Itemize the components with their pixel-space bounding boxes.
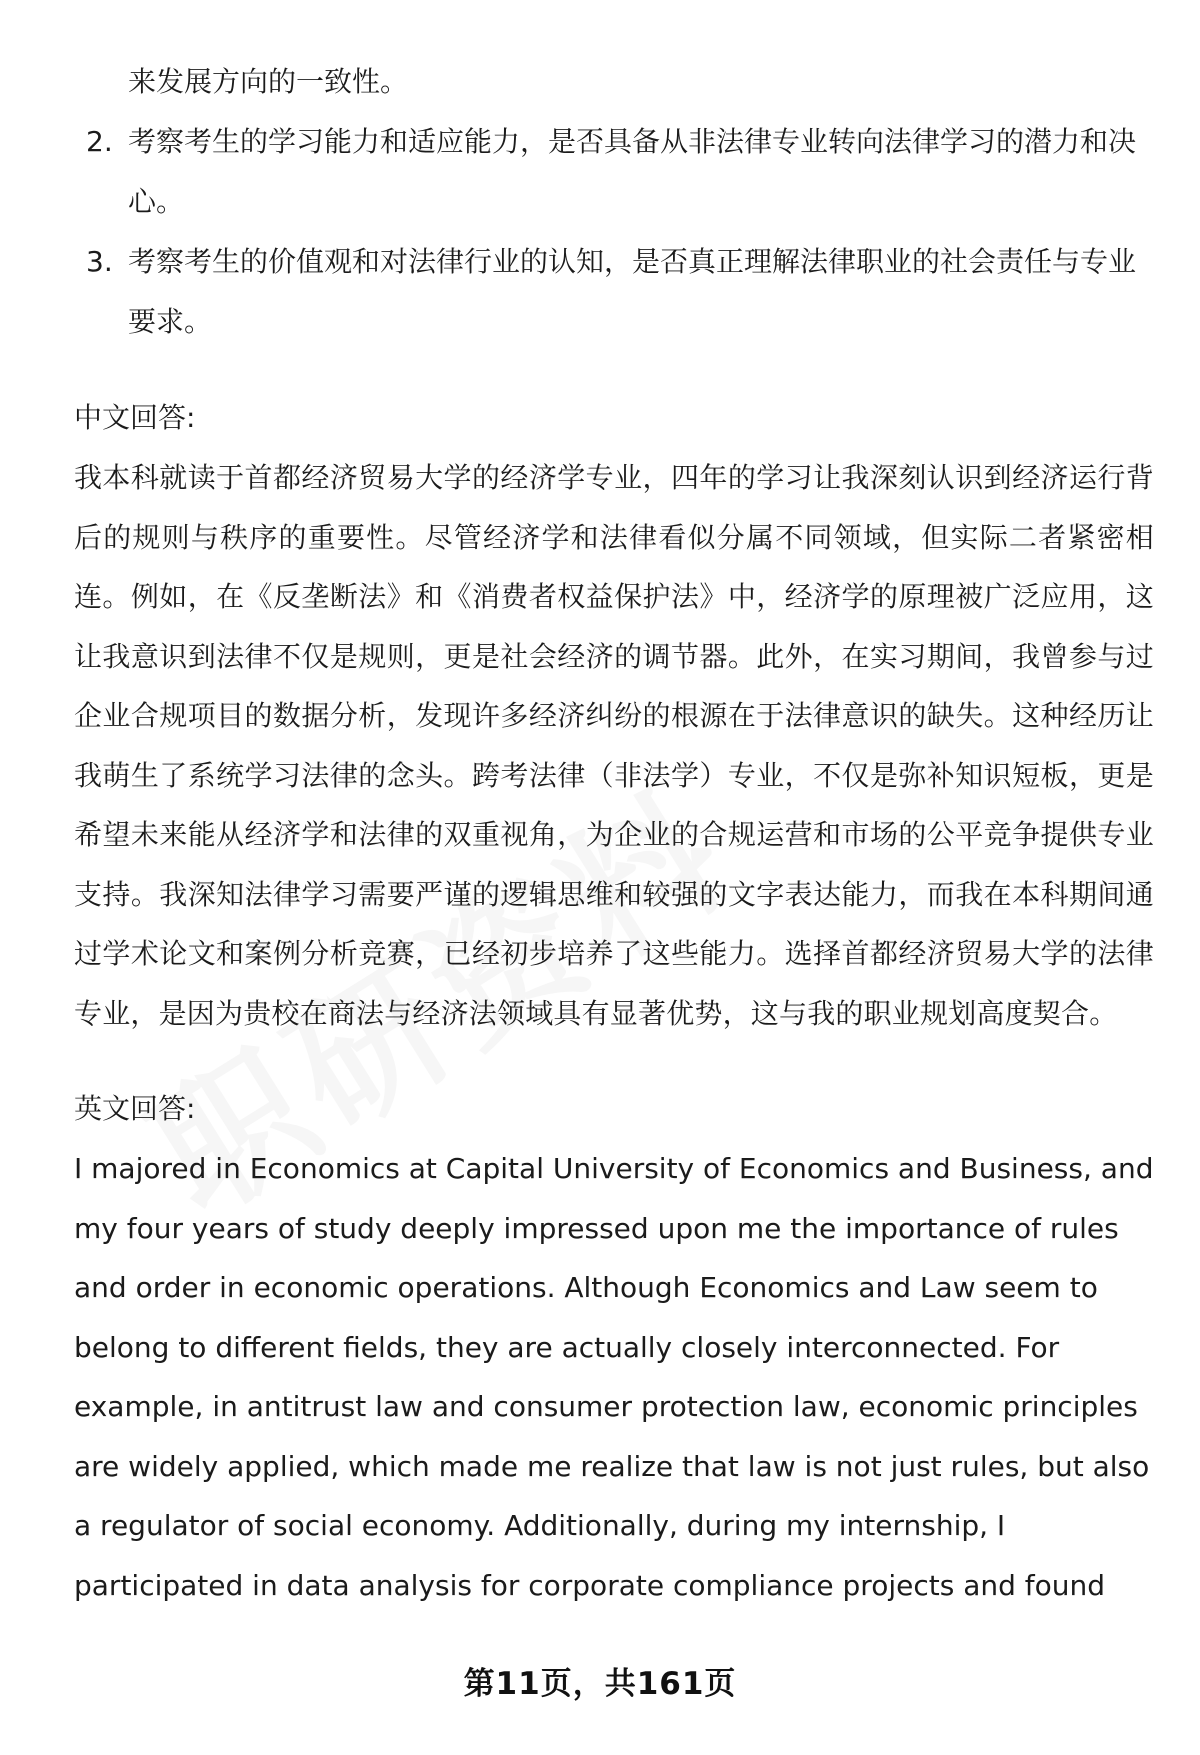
chinese-answer-heading: 中文回答: bbox=[74, 401, 196, 434]
english-answer-heading: 英文回答: bbox=[74, 1092, 196, 1125]
page-content bbox=[74, 52, 1154, 1615]
chinese-answer-section bbox=[74, 388, 1154, 1043]
criteria-list bbox=[74, 52, 1154, 352]
chinese-answer-body: 我本科就读于首都经济贸易大学的经济学专业，四年的学习让我深刻认识到经济运行背后的规则与秩序的重要性。尽管经济学和法律看似分属不同领域，但实际二者紧密相连。例如，在《反垄断法》和《消费者权益保护法》中，经济学的原理被广泛应用，这让我意识到法律不仅是规则，更是社会经济的调节器。此外，在实习期间，我曾参与过企业合规项目的数据分析，发现许多经济纠纷的根源在于法律意识的缺失。这种经历让我萌生了系统学习法律的念头。跨考法律（非法学）专业，不仅是弥补知识短板，更是希望未来能从经济学和法律的双重视角，为企业的合规运营和市场的公平竞争提供专业支持。我深知法律学习需要严谨的逻辑思维和较强的文字表达能力，而我在本科期间通过学术论文和案例分析竞赛，已经初步培养了这些能力。选择首都经济贸易大学的法律专业，是因为贵校在商法与经济法领域具有显著优势，这与我的职业规划高度契合。 bbox=[74, 461, 1154, 1030]
list-item bbox=[74, 232, 1154, 352]
list-item-number: 2. bbox=[86, 125, 113, 158]
list-item bbox=[74, 112, 1154, 232]
english-answer-section bbox=[74, 1079, 1154, 1615]
list-item-text: 来发展方向的一致性。 bbox=[128, 65, 409, 98]
list-item-continuation bbox=[74, 52, 1154, 112]
english-answer-body: I majored in Economics at Capital University of Economics and Business, and my four years of study deeply impressed upon me the importance of rules and order in economic operations. Although Economics and Law seem to belong to different fields, they are actually closely interconnected. For example, in antitrust law and consumer protection law, economic principles are widely applied, which made me realize that law is not just rules, but also a regulator of social economy. Additionally, during my internship, I participated in data analysis for corporate compliance projects and found bbox=[74, 1152, 1154, 1602]
page-number: 第11页，共161页 bbox=[463, 1666, 737, 1702]
list-item-text: 考察考生的价值观和对法律行业的认知，是否真正理解法律职业的社会责任与专业要求。 bbox=[128, 245, 1137, 338]
list-item-text: 考察考生的学习能力和适应能力，是否具备从非法律专业转向法律学习的潜力和决心。 bbox=[128, 125, 1137, 218]
list-item-number: 3. bbox=[86, 245, 113, 278]
